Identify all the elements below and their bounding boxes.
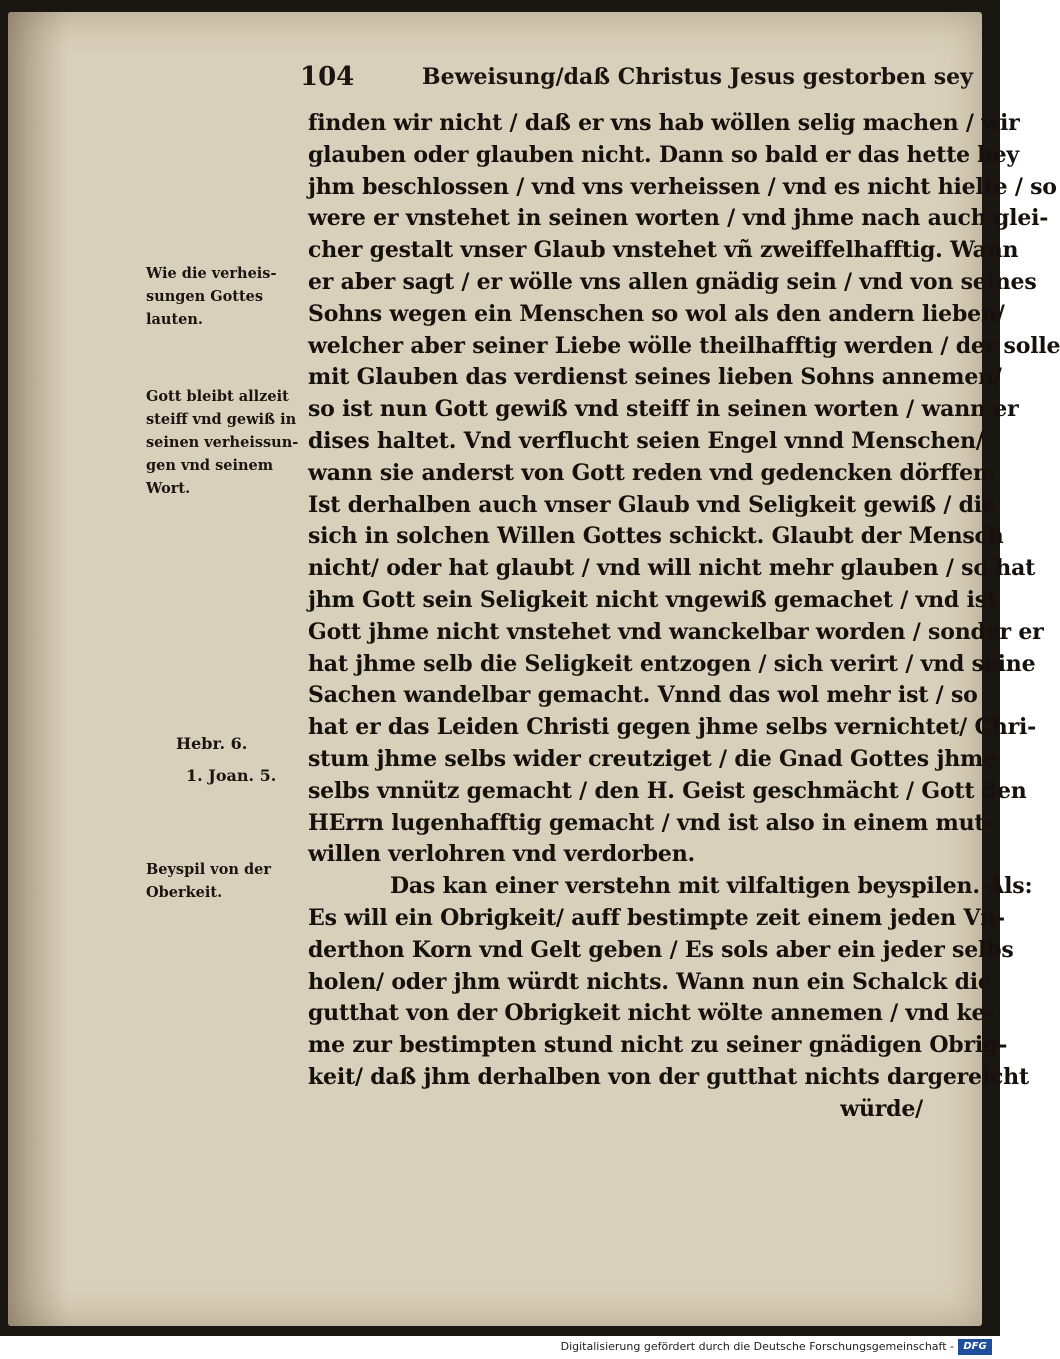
text-line: mit Glauben das verdienst seines lieben Sohns annemen/ [308,364,1002,391]
text-line: so ist nun Gott gewiß vnd steiff in seinen worten / wann er [308,396,1019,423]
text-line: hat jhme selb die Seligkeit entzogen / sich verirt / vnd seine [308,650,1036,677]
margin-note-line: sungen Gottes [146,288,264,305]
margin-note-line: Wort. [146,480,191,497]
text-line: gutthat von der Obrigkeit nicht wölte annemen / vnd ke- [308,1000,995,1027]
text-line: welcher aber seiner Liebe wölle theilhafftig werden / der solle [308,332,1060,359]
text-line: Ist derhalben auch vnser Glaub vnd Seligkeit gewiß / die [308,491,996,518]
margin-note-line: Wie die verheis- [146,265,277,282]
body-text [308,108,1060,1126]
text-line: jhm beschlossen / vnd vns verheissen / vnd es nicht hielte / so [308,173,1057,200]
text-line: jhm Gott sein Seligkeit nicht vngewiß gemachet / vnd ist [308,586,997,613]
running-head: Beweisung/daß Christus Jesus gestorben sey [422,64,973,90]
text-line: hat er das Leiden Christi gegen jhme selbs vernichtet/ Chri- [308,714,1037,741]
text-line: Es will ein Obrigkeit/ auff bestimpte zeit einem jeden Vn- [308,904,1005,931]
text-line: sich in solchen Willen Gottes schickt. Glaubt der Mensch [308,523,1004,550]
text-line: er aber sagt / er wölle vns allen gnädig sein / vnd von seines [308,268,1037,295]
text-line: keit/ daß jhm derhalben von der gutthat nichts dargereicht [308,1063,1029,1090]
reference-joan: 1. Joan. 5. [186,766,277,785]
margin-note-promises [146,262,296,331]
footer-bar [0,1336,1000,1359]
text-line: Sohns wegen ein Menschen so wol als den andern lieben/ [308,300,1005,327]
text-line: me zur bestimpten stund nicht zu seiner gnädigen Obrig- [308,1032,1008,1059]
page-number: 104 [300,62,355,92]
text-line: Gott jhme nicht vnstehet vnd wanckelbar worden / sonder er [308,618,1044,645]
dfg-logo-icon: DFG [958,1339,992,1355]
catchword: würde/ [840,1095,923,1122]
text-line: holen/ oder jhm würdt nichts. Wann nun ein Schalck die [308,968,992,995]
text-line: nicht/ oder hat glaubt / vnd will nicht mehr glauben / so hat [308,555,1036,582]
text-line: willen verlohren vnd verdorben. [308,841,695,868]
margin-note-line: lauten. [146,311,203,328]
margin-note-line: steiff vnd gewiß in [146,411,297,428]
reference-hebr: Hebr. 6. [176,734,248,753]
text-line: Das kan einer verstehn mit vilfaltigen beyspilen. Als: [390,873,1033,900]
margin-note-line: Beyspil von der [146,861,271,878]
text-line: glauben oder glauben nicht. Dann so bald er das hette bey [308,141,1019,168]
text-line: wann sie anderst von Gott reden vnd gedencken dörffen. [308,459,997,486]
margin-note-line: seinen verheissun- [146,434,299,451]
text-line: were er vnstehet in seinen worten / vnd jhme nach auch glei- [308,205,1049,232]
margin-note-line: Oberkeit. [146,884,223,901]
margin-note-line: Gott bleibt allzeit [146,388,289,405]
page-header [300,62,973,102]
text-line: cher gestalt vnser Glaub vnstehet vñ zweiffelhafftig. Wann [308,237,1019,264]
text-line: dises haltet. Vnd verflucht seien Engel vnnd Menschen/ [308,427,984,454]
text-line: Sachen wandelbar gemacht. Vnnd das wol mehr ist / so [308,682,978,709]
text-line: derthon Korn vnd Gelt geben / Es sols aber ein jeder selbs [308,936,1014,963]
text-line: stum jhme selbs wider creutziget / die Gnad Gottes jhme [308,745,997,772]
text-line: selbs vnnütz gemacht / den H. Geist geschmächt / Gott den [308,777,1027,804]
margin-note-line: gen vnd seinem [146,457,274,474]
text-line: finden wir nicht / daß er vns hab wöllen selig machen / wir [308,110,1020,136]
margin-note-example [146,858,296,904]
funding-notice: Digitalisierung gefördert durch die Deutsche Forschungsgemeinschaft - [560,1340,954,1353]
margin-note-god-steadfast [146,385,299,500]
text-line: HErrn lugenhafftig gemacht / vnd ist also in einem mut- [308,809,994,836]
